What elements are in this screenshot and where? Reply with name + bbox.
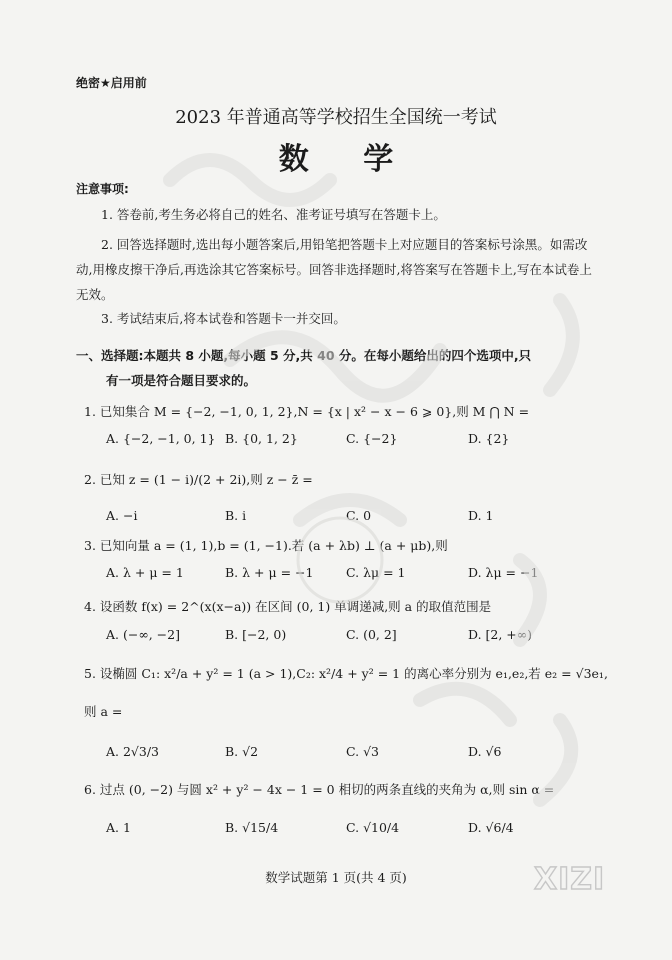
option-c: C. √3 — [346, 744, 379, 759]
option-b: B. [−2, 0) — [225, 627, 287, 642]
subject-title: 数 学 — [278, 142, 416, 177]
option-b: B. {0, 1, 2} — [225, 431, 298, 446]
question-stem-continued: 则 a = — [84, 704, 123, 719]
page-footer: 数学试题第 1 页(共 4 页) — [265, 870, 407, 885]
option-d: D. [2, +∞) — [468, 627, 533, 642]
option-b: B. √15/4 — [225, 820, 279, 835]
option-d: D. λμ = −1 — [468, 565, 539, 580]
option-a: A. −i — [106, 508, 138, 523]
option-a: A. 1 — [106, 820, 131, 835]
option-b: B. λ + μ = −1 — [225, 565, 314, 580]
option-d: D. 1 — [468, 508, 494, 523]
section-heading-line1: 一、选择题:本题共 8 小题,每小题 5 分,共 40 分。在每小题给出的四个选项中,只 — [76, 348, 532, 363]
option-b: B. i — [225, 508, 247, 523]
option-c: C. λμ = 1 — [346, 565, 406, 580]
option-c: C. √10/4 — [346, 820, 400, 835]
question-stem: 2. 已知 z = (1 − i)/(2 + 2i),则 z − z̄ = — [84, 472, 313, 487]
question-stem: 5. 设椭圆 C₁: x²/a + y² = 1 (a > 1),C₂: x²/4 + y² = 1 的离心率分别为 e₁,e₂,若 e₂ = √3e₁, — [84, 666, 608, 681]
section-heading — [76, 343, 604, 393]
confidential-label: 绝密★启用前 — [76, 76, 147, 90]
option-c: C. 0 — [346, 508, 372, 523]
option-a: A. (−∞, −2] — [106, 627, 180, 642]
option-a: A. 2√3/3 — [106, 744, 160, 759]
exam-title: 2023 年普通高等学校招生全国统一考试 — [175, 107, 497, 128]
question-stem: 3. 已知向量 a = (1, 1),b = (1, −1).若 (a + λb) ⊥ (a + μb),则 — [84, 538, 448, 553]
section-heading-line2: 有一项是符合题目要求的。 — [106, 373, 257, 388]
option-c: C. {−2} — [346, 431, 398, 446]
notice-item-2: 2. 回答选择题时,选出每小题答案后,用铅笔把答题卡上对应题目的答案标号涂黑。如需改动,用橡皮擦干净后,再选涂其它答案标号。回答非选择题时,将答案写在答题卡上,写在本试卷上无效。 — [76, 237, 592, 302]
option-d: D. {2} — [468, 431, 510, 446]
option-b: B. √2 — [225, 744, 259, 759]
option-d: D. √6/4 — [468, 820, 514, 835]
question-stem: 1. 已知集合 M = {−2, −1, 0, 1, 2},N = {x | x² − x − 6 ⩾ 0},则 M ⋂ N = — [84, 404, 530, 419]
watermark-logo: XIZI — [534, 862, 606, 897]
question-stem: 4. 设函数 f(x) = 2^(x(x−a)) 在区间 (0, 1) 单调递减,则 a 的取值范围是 — [84, 599, 492, 614]
option-a: A. {−2, −1, 0, 1} — [106, 431, 216, 446]
question-stem: 6. 过点 (0, −2) 与圆 x² + y² − 4x − 1 = 0 相切的两条直线的夹角为 α,则 sin α = — [84, 782, 555, 797]
option-a: A. λ + μ = 1 — [106, 565, 184, 580]
notice-item-3: 3. 考试结束后,将本试卷和答题卡一并交回。 — [101, 311, 346, 326]
option-c: C. (0, 2] — [346, 627, 397, 642]
option-d: D. √6 — [468, 744, 502, 759]
notice-item-1: 1. 答卷前,考生务必将自己的姓名、准考证号填写在答题卡上。 — [101, 207, 446, 222]
notice-heading: 注意事项: — [76, 182, 129, 196]
